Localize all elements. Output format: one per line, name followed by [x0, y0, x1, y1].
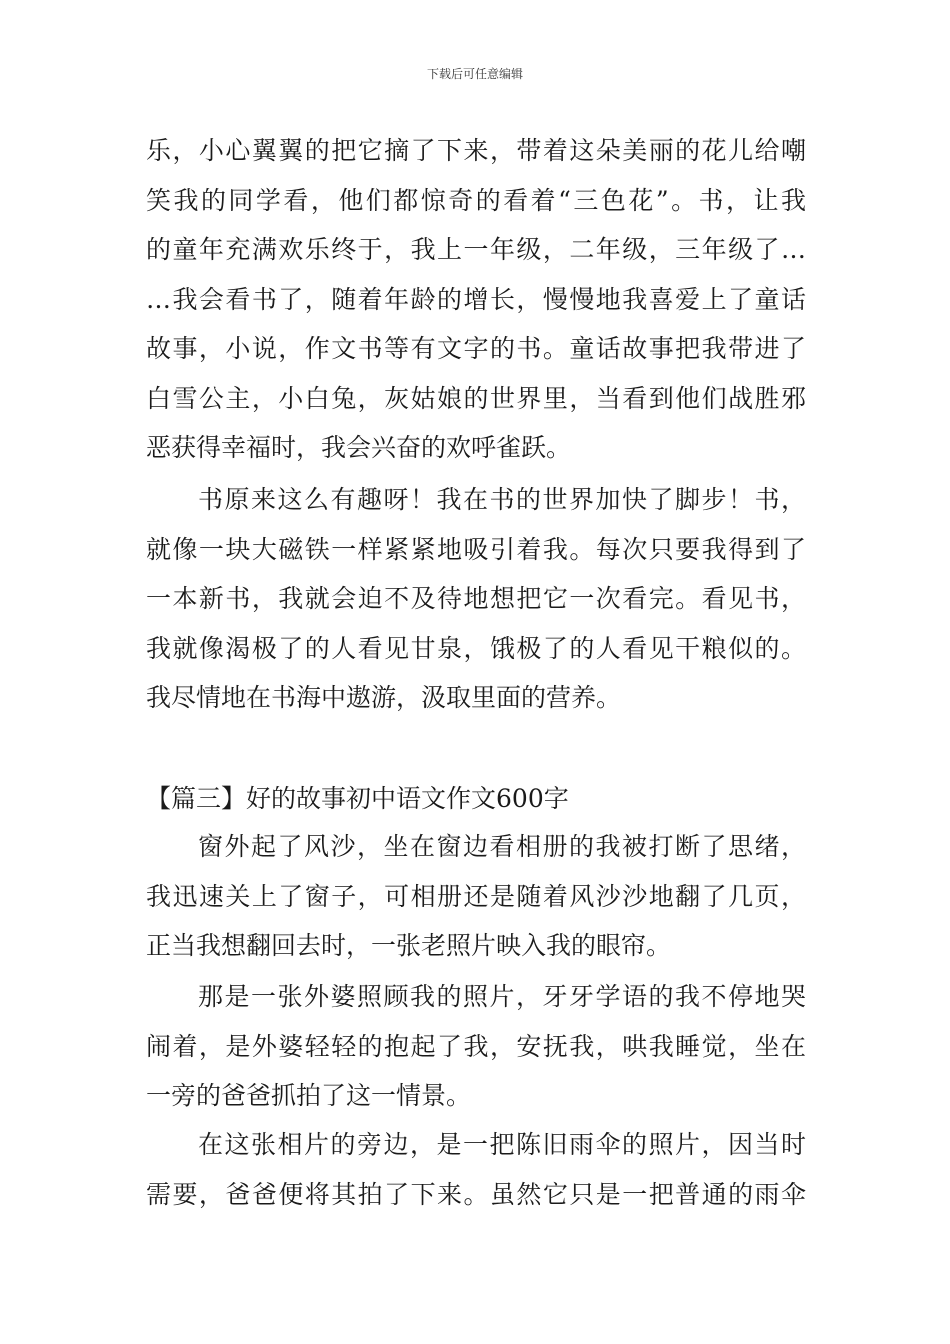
- text-line: 笑我的同学看，他们都惊奇的看着“三色花”。书，让我: [146, 185, 806, 215]
- page-header-note: 下载后可任意编辑: [426, 67, 523, 81]
- paragraph-continuation: [146, 126, 806, 473]
- text-line: 故事，小说，作文书等有文字的书。童话故事把我带进了: [146, 334, 806, 363]
- text-line: 需要，爸爸便将其拍了下来。虽然它只是一把普通的雨伞: [146, 1179, 806, 1209]
- text-line: 恶获得幸福时，我会兴奋的欢呼雀跃。: [146, 433, 572, 462]
- text-line: …我会看书了，随着年龄的增长，慢慢地我喜爱上了童话: [146, 284, 806, 314]
- text-line: 一本新书，我就会迫不及待地想把它一次看完。看见书，: [146, 584, 806, 613]
- text-line: 一旁的爸爸抓拍了这一情景。: [146, 1081, 472, 1110]
- text-line: 的童年充满欢乐终于，我上一年级，二年级，三年级了…: [146, 235, 806, 264]
- text-line: 窗外起了风沙，坐在窗边看相册的我被打断了思绪，: [198, 832, 806, 861]
- text-line: 白雪公主，小白兔，灰姑娘的世界里，当看到他们战胜邪: [146, 383, 806, 413]
- paragraph-window: [146, 822, 806, 971]
- article-heading: 【篇三】好的故事初中语文作文600字: [146, 784, 569, 813]
- text-line: 闹着，是外婆轻轻的抱起了我，安抚我，哄我睡觉，坐在: [146, 1031, 806, 1061]
- paragraph-grandma-photo: [146, 972, 806, 1121]
- text-line: 就像一块大磁铁一样紧紧地吸引着我。每次只要我得到了: [146, 534, 806, 564]
- text-line: 那是一张外婆照顾我的照片，牙牙学语的我不停地哭: [198, 982, 806, 1011]
- text-line: 乐，小心翼翼的把它摘了下来，带着这朵美丽的花儿给嘲: [146, 136, 806, 165]
- text-line: 我就像渴极了的人看见甘泉，饿极了的人看见干粮似的。: [146, 633, 806, 663]
- text-line: 在这张相片的旁边，是一把陈旧雨伞的照片，因当时: [198, 1130, 806, 1159]
- text-line: 正当我想翻回去时，一张老照片映入我的眼帘。: [146, 931, 672, 960]
- paragraph-books: [146, 475, 806, 723]
- paragraph-umbrella-photo: [146, 1120, 806, 1219]
- text-line: 我迅速关上了窗子，可相册还是随着风沙沙地翻了几页，: [146, 881, 806, 911]
- text-line: 书原来这么有趣呀！我在书的世界加快了脚步！书，: [198, 485, 806, 514]
- text-line: 我尽情地在书海中遨游，汲取里面的营养。: [146, 683, 622, 712]
